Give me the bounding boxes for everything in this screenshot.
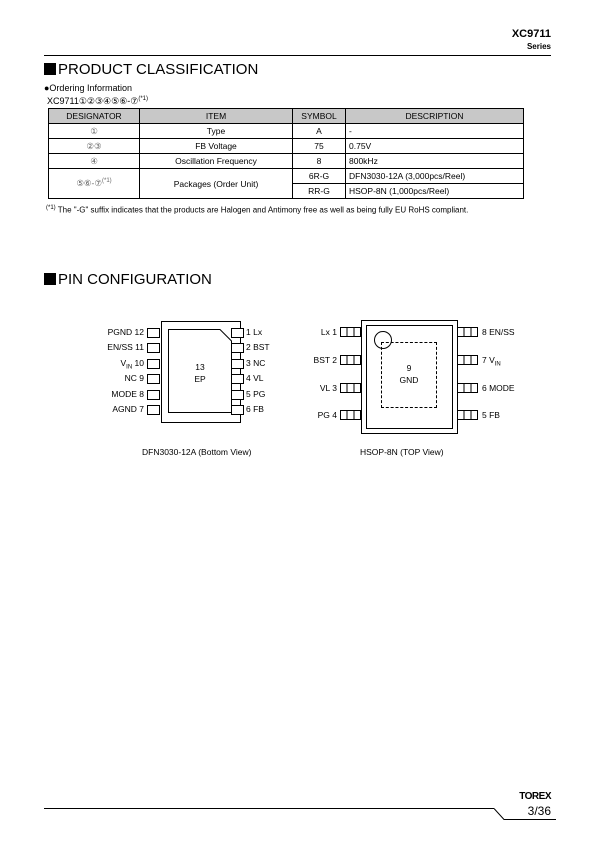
hsop-pin-label: PG 4 [317,410,337,420]
dfn-pin-label: 6 FB [246,404,264,414]
hsop-pin-label: 6 MODE [482,383,515,393]
col-designator: DESIGNATOR [49,109,140,124]
cell-designator: ②③ [49,139,140,154]
table-header-row [49,109,524,124]
section-heading-classification: PRODUCT CLASSIFICATION [44,61,258,78]
hsop-pin-label: 5 FB [482,410,500,420]
cell-symbol: A [293,124,346,139]
cell-item: FB Voltage [140,139,293,154]
dfn-pad [231,343,244,353]
table-row [49,124,524,139]
cell-symbol: 75 [293,139,346,154]
hsop-leads [338,320,488,430]
square-bullet-icon [44,273,56,285]
col-item: ITEM [140,109,293,124]
dfn-pad [231,390,244,400]
hsop-caption: HSOP-8N (TOP View) [360,447,444,457]
dfn-ep-number: 13 [195,362,205,372]
cell-description: 800kHz [346,154,524,169]
dfn-pin-label: NC 9 [124,373,144,383]
dfn-pin-label: 2 BST [246,342,270,352]
cell-description: 0.75V [346,139,524,154]
page-number: 3/36 [527,804,551,818]
section-heading-pin-config: PIN CONFIGURATION [44,271,212,288]
dfn-pin-label: 5 PG [246,389,266,399]
dfn-pin-label: 4 VL [246,373,264,383]
dfn-ep-label: EP [194,374,206,384]
doc-subtitle: Series [526,42,551,51]
cell-item: Type [140,124,293,139]
cell-designator: ④ [49,154,140,169]
hsop-pin-label: 8 EN/SS [482,327,515,337]
hsop-pin-label: Lx 1 [320,327,337,337]
cell-description: - [346,124,524,139]
dfn-pad [231,328,244,338]
part-code: XC9711①②③④⑤⑥-⑦$^{(*1)}$ [47,96,149,106]
classification-table [48,108,524,199]
dfn-pad [147,359,160,369]
torex-logo: TOREX [519,791,551,802]
cell-symbol: 8 [293,154,346,169]
hsop-pin-label: 7 $V_{IN}$ [482,355,501,368]
cell-symbol: 6R-G [293,169,346,184]
hsop-pad-number: 9 [406,363,412,373]
dfn-pad [147,405,160,415]
doc-title: XC9711 [511,28,551,40]
dfn-caption: DFN3030-12A (Bottom View) [142,447,252,457]
dfn-pin-label: MODE 8 [111,389,144,399]
dfn-pin-label: EN/SS 11 [107,342,144,352]
hsop-pin-label: BST 2 [313,355,337,365]
dfn-pin-label: $V_{IN}$ 10 [120,358,144,371]
header-rule [44,55,551,56]
dfn-pad [147,328,160,338]
dfn-pin-label: PGND 12 [107,327,144,337]
cell-description: DFN3030-12A (3,000pcs/Reel) [346,169,524,184]
col-symbol: SYMBOL [293,109,346,124]
dfn-pad [147,343,160,353]
dfn-pin-label: 3 NC [246,358,266,368]
table-row [49,139,524,154]
ordering-info-label: ●Ordering Information [44,83,132,93]
hsop-pad-label: GND [399,375,419,385]
dfn-pad [231,374,244,384]
table-row [49,169,524,184]
dfn-pin-label: 1 Lx [246,327,263,337]
cell-item: Oscillation Frequency [140,154,293,169]
cell-designator: ⑤⑥-⑦$^{(*1)}$ [49,169,140,199]
footer-rule [44,808,494,809]
dfn-pad [147,390,160,400]
footnote: $^{(*1)}$ The "-G" suffix indicates that the products are Halogen and Antimony free as well as being fully EU RoHS compliant. [46,205,469,215]
table-row [49,154,524,169]
dfn-pad [231,405,244,415]
cell-description: HSOP-8N (1,000pcs/Reel) [346,184,524,199]
cell-symbol: RR-G [293,184,346,199]
square-bullet-icon [44,63,56,75]
cell-item: Packages (Order Unit) [140,169,293,199]
cell-designator: ① [49,124,140,139]
dfn-pin-label: AGND 7 [112,404,144,414]
dfn-pad [147,374,160,384]
hsop-pin-label: VL 3 [319,383,337,393]
col-description: DESCRIPTION [346,109,524,124]
dfn-pad [231,359,244,369]
